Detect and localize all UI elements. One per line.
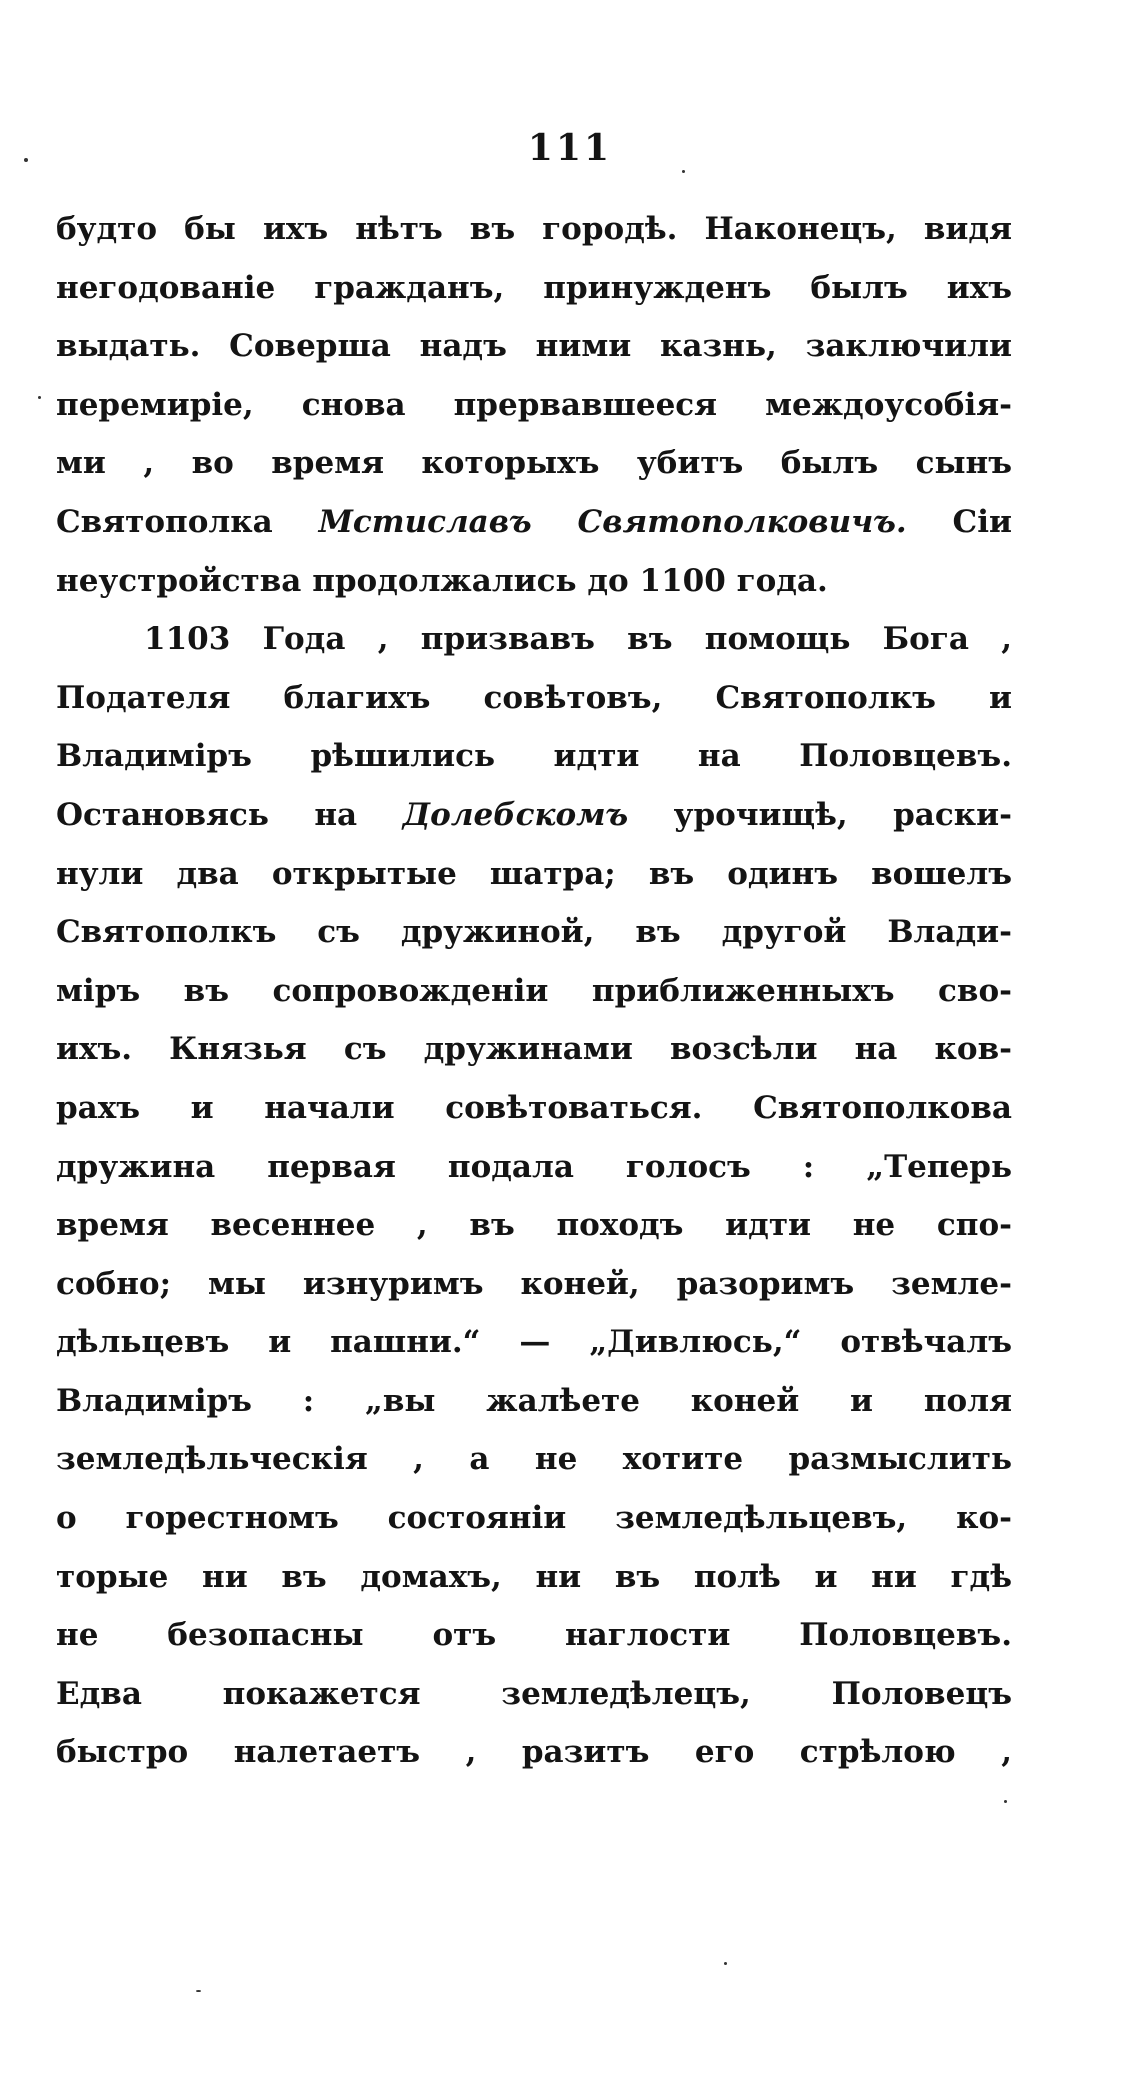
text-line bbox=[56, 1372, 1012, 1431]
text-run: Владиміръ рѣшились идти на Половцевъ. bbox=[56, 738, 1012, 775]
print-speck bbox=[38, 396, 41, 399]
text-run: Владиміръ : „вы жалѣете коней и поля bbox=[56, 1382, 1012, 1419]
text-line bbox=[56, 786, 1012, 845]
text-line bbox=[56, 1138, 1012, 1197]
text-run: Святополка bbox=[56, 503, 319, 540]
text-line bbox=[56, 1489, 1012, 1548]
text-line bbox=[56, 1079, 1012, 1138]
text-run: собно; мы изнуримъ коней, разоримъ земле- bbox=[56, 1265, 1012, 1302]
text-line bbox=[56, 727, 1012, 786]
text-run: время весеннее , въ походъ идти не спо- bbox=[56, 1207, 1012, 1244]
text-line bbox=[56, 610, 1012, 669]
text-line bbox=[56, 434, 1012, 493]
text-line bbox=[56, 259, 1012, 318]
text-line bbox=[56, 669, 1012, 728]
text-run: урочищѣ, раски- bbox=[628, 796, 1012, 833]
text-run: ихъ. Князья съ дружинами возсѣли на ков- bbox=[56, 1031, 1012, 1068]
page-number: 111 bbox=[527, 127, 613, 169]
text-run: выдать. Совершa надъ ними казнь, заключили bbox=[56, 328, 1012, 365]
text-line bbox=[56, 1548, 1012, 1607]
text-line bbox=[56, 200, 1012, 259]
text-run: не безопасны отъ наглости Половцевъ. bbox=[56, 1617, 1012, 1654]
italic-name: Мстиславъ Святополковичъ. bbox=[318, 503, 907, 540]
print-speck bbox=[196, 1990, 201, 1992]
text-line bbox=[56, 1196, 1012, 1255]
text-line bbox=[56, 376, 1012, 435]
text-line bbox=[56, 493, 1012, 552]
text-run: міръ въ сопровожденіи приближенныхъ сво- bbox=[56, 972, 1012, 1009]
text-run: неустройства продолжались до 1100 года. bbox=[56, 562, 828, 599]
text-run: Едва покажется земледѣлецъ, Половецъ bbox=[56, 1675, 1012, 1712]
text-run: негодованіе гражданъ, принужденъ былъ ихъ bbox=[56, 269, 1012, 306]
text-line bbox=[56, 1723, 1012, 1782]
text-run: рахъ и начали совѣтоваться. Святополкова bbox=[56, 1089, 1012, 1126]
print-speck bbox=[724, 1962, 727, 1965]
text-run: Подателя благихъ совѣтовъ, Святополкъ и bbox=[56, 679, 1012, 716]
text-run: торые ни въ домахъ, ни въ полѣ и ни гдѣ bbox=[56, 1558, 1012, 1595]
text-line bbox=[56, 845, 1012, 904]
text-line bbox=[56, 1020, 1012, 1079]
text-line bbox=[56, 317, 1012, 376]
text-run: будто бы ихъ нѣтъ въ городѣ. Наконецъ, видя bbox=[56, 211, 1012, 247]
text-run: Остановясь на bbox=[56, 796, 403, 833]
body-text bbox=[56, 200, 1012, 1782]
text-line bbox=[56, 1606, 1012, 1665]
text-line bbox=[56, 1430, 1012, 1489]
text-run: 1103 Года , призвавъ въ помощь Бога , bbox=[144, 621, 1012, 658]
text-line bbox=[56, 1313, 1012, 1372]
italic-name: Долебскомъ bbox=[402, 796, 629, 833]
text-line bbox=[56, 552, 1012, 611]
text-run: дѣльцевъ и пашни.“ — „Дивлюсь,“ отвѣчалъ bbox=[56, 1324, 1012, 1361]
text-run: ми , во время которыхъ убитъ былъ сынъ bbox=[56, 445, 1012, 482]
text-run: нули два открытые шатра; въ одинъ вошелъ bbox=[56, 855, 1012, 892]
text-run: Святополкъ съ дружиной, въ другой Влади- bbox=[56, 914, 1012, 951]
text-run: перемиріе, снова прервавшееся междоусобія- bbox=[56, 386, 1012, 423]
text-line bbox=[56, 903, 1012, 962]
text-line bbox=[56, 1665, 1012, 1724]
text-run: о горестномъ состояніи земледѣльцевъ, ко- bbox=[56, 1500, 1012, 1537]
text-line bbox=[56, 962, 1012, 1021]
text-run: быстро налетаетъ , разитъ его стрѣлою , bbox=[56, 1734, 1012, 1771]
text-line bbox=[56, 1255, 1012, 1314]
text-run: земледѣльческія , а не хотите размыслить bbox=[56, 1441, 1012, 1478]
print-speck bbox=[24, 158, 28, 162]
print-speck bbox=[1004, 1800, 1007, 1803]
print-speck bbox=[682, 170, 685, 173]
text-run: дружина первая подала голосъ : „Теперь bbox=[56, 1148, 1012, 1185]
text-run: Сіи bbox=[906, 503, 1012, 540]
